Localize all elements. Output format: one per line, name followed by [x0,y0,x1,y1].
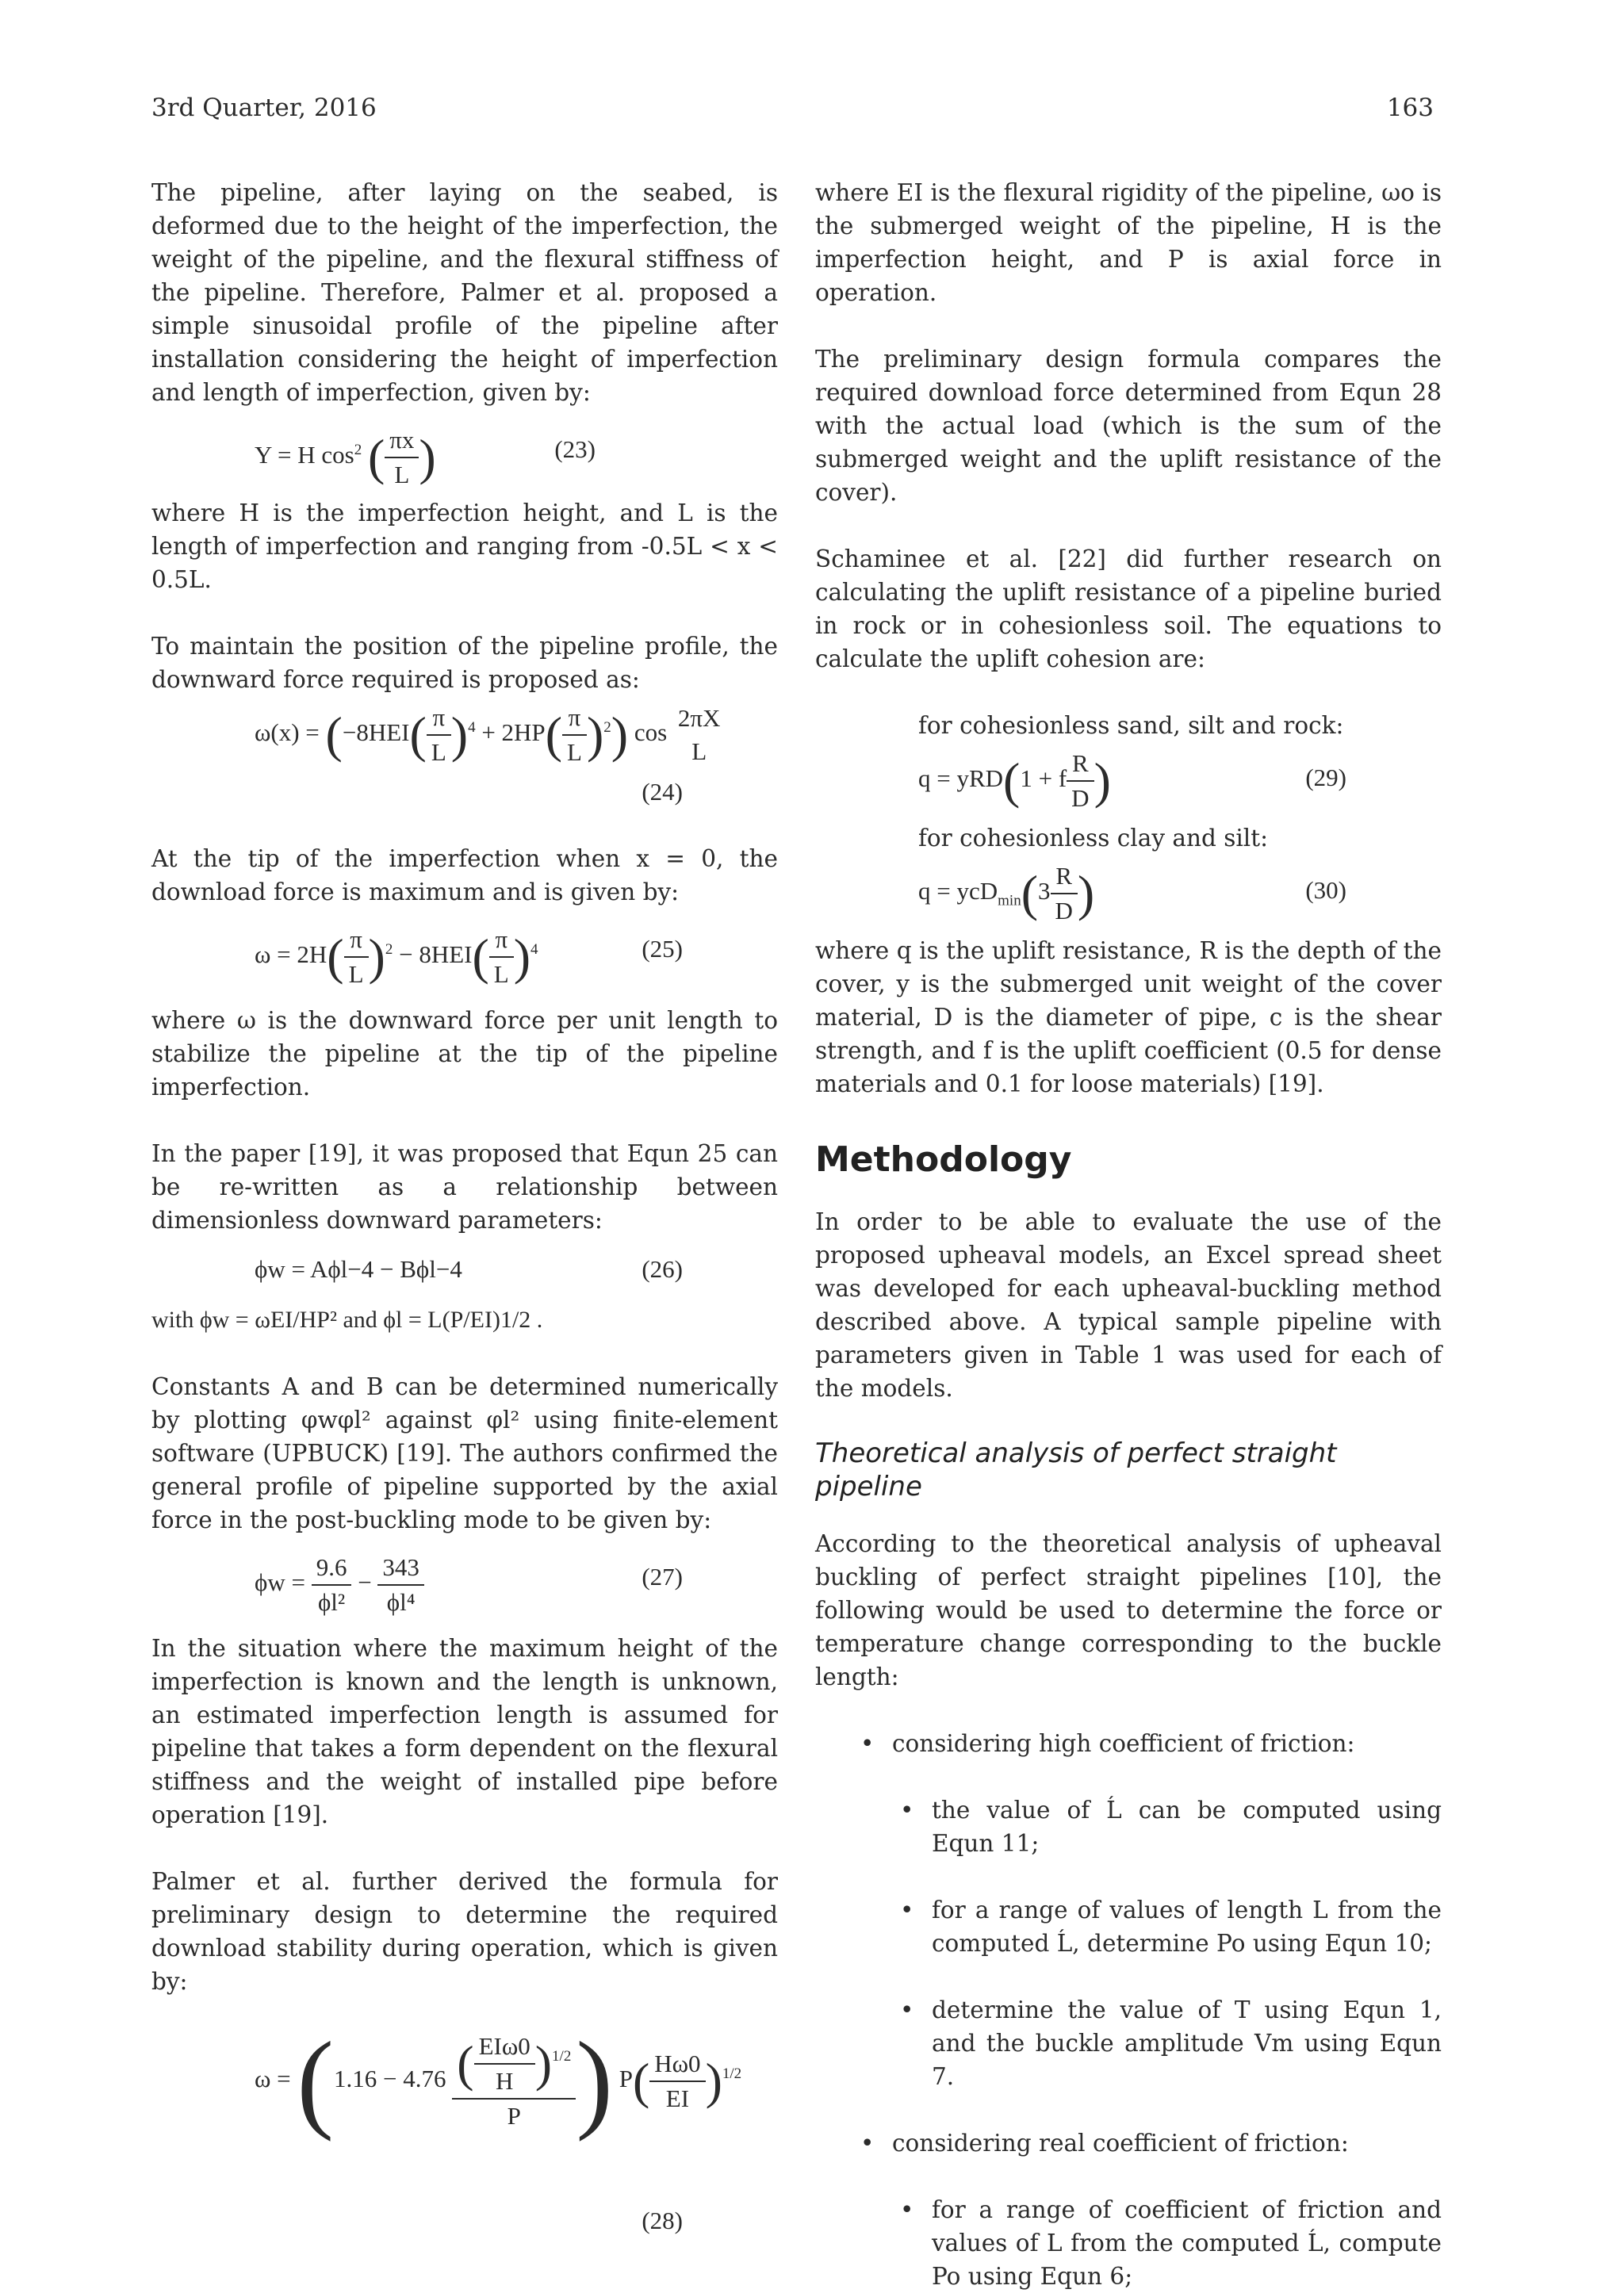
paragraph: where ω is the downward force per unit length to stabilize the pipeline at the tip of the pipeline imperfection. [151,1007,778,1101]
subsection-heading: Theoretical analysis of perfect straight pipeline [815,1437,1337,1503]
paragraph: where q is the uplift resistance, R is the depth of the cover, y is the submerged unit weight of the cover material, D is the diameter of pipe, c is the shear strength, and f is the uplift coefficient (0.5 for dense materials and 0.1 for loose materials) [19]. [815,937,1442,1097]
equation-24: ω(x) = (−8HEI( $\frac{\pi}{L}$ )$^4$ + 2HP( $\frac{\pi}{L}$ )$^2$) cos 2πX L [151,696,778,775]
eq30-inner: 3 [1038,877,1051,905]
eq28-P: P [619,2065,633,2093]
eq25-pi: π [344,923,369,958]
eq28-denominator: P [507,2102,521,2130]
eq25-L: L [493,960,509,988]
page-number: 163 [1386,94,1434,122]
eq26-definitions: with ϕw = ωEI/HP² and ϕl = L(P/EI)1/2 . [151,1307,543,1333]
eq23-number: (23) [554,435,596,463]
eq28-right-numerator: Hω0 [649,2047,705,2082]
eq29-denominator: D [1071,784,1090,812]
equation-30: q = ycD$_{min}$(3 $\frac{R}{D}$ ) (30) [815,855,1442,934]
eq25-number: (25) [642,935,683,963]
eq24-number: (24) [642,778,683,806]
eq23-fraction [385,423,419,492]
eq30-subscript: min [998,892,1021,909]
eq28-right-denominator: EI [665,2084,690,2112]
eq23-power: 2 [354,441,362,458]
paragraph: Constants A and B can be determined numerically by plotting φwφl² against φl² using finite-element software (UPBUCK) [19]. The authors confirmed the general profile of pipeline supported by the axial force in the post-buckling mode to be given by: [151,1373,778,1533]
eq24-pow4: 4 [468,718,476,736]
paragraph: At the tip of the imperfection when x = 0, the download force is maximum and is given by: [151,845,778,905]
equation-25: ω = 2H( $\frac{\pi}{L}$ )$^2$ − 8HEI( $\frac{\pi}{L}$ )$^4$ (25) [151,909,778,1004]
eq28-lhs: ω = [255,2065,291,2093]
right-column [815,176,1442,2293]
eq28-constant: 1.16 − 4.76 [334,2065,446,2093]
list-item: • the value of Ĺ can be computed using Equn 11; [932,1793,1442,1860]
eq27-minus: − [358,1568,372,1597]
running-header: 3rd Quarter, 2016 [151,94,377,122]
equation-29: q = yRD(1 + f $\frac{R}{D}$ ) (29) [815,742,1442,821]
paragraph: In order to be able to evaluate the use of the proposed upheaval models, an Excel spread sheet was developed for each upheaval-buckling method described above. A typical sample pipeline with parameters given in Table 1 was used for each of the models. [815,1208,1442,1402]
paragraph: The pipeline, after laying on the seabed, is deformed due to the height of the imperfection, the weight of the pipeline, and the flexural stiffness of the pipeline. Therefore, Palmer et al. proposed a simple sinusoidal profile of the pipeline after installation considering the height of imperfection and length of imperfection, given by: [151,179,778,406]
list-item: • for a range of values of length L from the computed Ĺ, determine Po using Equn 10; [932,1893,1442,1960]
list-item-text: considering real coefficient of friction: [892,2130,1349,2157]
eq29-number: (29) [1305,764,1346,791]
eq24-pi: π [427,701,451,736]
sub-list [892,1793,1442,2093]
equation-28: ω = (1.16 − 4.76 ( $\frac{\text{EIω0}}{H}$ )$^{1/2}$ P ) P( $\frac{H\omega 0}{EI}$ )$^{1/2}$ [255,2019,742,2142]
list-item [892,1727,1442,2093]
paragraph: where H is the imperfection height, and L is the length of imperfection and ranging from -0.5L < x < 0.5L. [151,500,778,593]
eq30-numerator: R [1051,859,1078,894]
eq24-lhs: ω(x) = [255,718,320,747]
eq30-denominator: D [1055,897,1073,924]
eq23-denominator: L [394,461,410,488]
list-item: • for a range of coefficient of friction and values of L from the computed Ĺ, compute Po using Equn 6; [932,2193,1442,2293]
eq24-pi: π [562,701,587,736]
eq27-number: (27) [642,1563,683,1591]
list-item [892,2126,1442,2293]
paragraph: Palmer et al. further derived the formula for preliminary design to determine the required download stability during operation, which is given by: [151,1868,778,1995]
eq23-lhs: Y = H cos [255,441,354,469]
section-heading: Methodology [815,1139,1072,1180]
eq24-pow2: 2 [603,718,611,736]
eq28-half: 1/2 [722,2065,742,2082]
eq28-number: (28) [642,2207,683,2234]
eq24-cos: cos [634,718,668,747]
eq25-pi: π [489,923,514,958]
eq23-numerator: πx [385,423,419,458]
list-item-text: considering high coefficient of friction: [892,1730,1355,1757]
eq24-L: L [691,737,707,765]
paragraph: According to the theoretical analysis of upheaval buckling of perfect straight pipelines [10], the following would be used to determine the force or temperature change corresponding to the buckle length: [815,1530,1442,1690]
eq25-lhs: ω = 2H [255,940,327,969]
eq27-num2: 343 [377,1551,424,1586]
eq25-L: L [348,960,364,988]
eq26-number: (26) [642,1255,683,1283]
paragraph: The preliminary design formula compares the required download force determined from Equn 28 with the actual load (which is the sum of the submerged weight and the uplift resistance of the cover). [815,346,1442,506]
eq27-lhs: ϕw = [255,1568,305,1597]
list-item: • determine the value of T using Equn 1, and the buckle amplitude Vm using Equn 7. [932,1993,1442,2093]
eq24-L: L [567,738,582,766]
eq25-pow2: 2 [385,940,393,958]
eq24-term2: + 2HP [481,718,546,747]
eq24-cos-numerator: 2πX [677,704,721,732]
sub-list [892,2193,1442,2293]
eq24-term1: −8HEI [342,718,410,747]
paragraph: To maintain the position of the pipeline profile, the downward force required is proposed as: [151,633,778,693]
eq28-inner-numerator: EIω0 [474,2030,535,2065]
equation-26 [151,1237,778,1303]
eq25-pow4: 4 [530,940,538,958]
eq26-expression: ϕw = Aϕl−4 − Bϕl−4 [255,1255,462,1283]
equation-23: Y = H $\cos^2$ ( $\frac{\pi x}{L}$ ) (23) [151,409,778,496]
paragraph: In the situation where the maximum height of the imperfection is known and the length is unknown, an estimated imperfection length is assumed for pipeline that takes a form dependent on the flexural stiffness and the weight of installed pipe before operation [19]. [151,1635,778,1828]
eq25-term2: − 8HEI [399,940,473,969]
eq29-inner: 1 + f [1020,764,1067,793]
eq29-lhs: q = yRD [918,764,1004,793]
cohesionless-clay-label: for cohesionless clay and silt: [918,825,1269,852]
paragraph: where EI is the flexural rigidity of the pipeline, ωo is the submerged weight of the pipeline, H is the imperfection height, and P is axial force in operation. [815,179,1442,306]
eq27-den2: ϕl⁴ [386,1588,416,1616]
procedure-list [815,1727,1442,2293]
eq27-den1: ϕl² [317,1588,346,1616]
eq30-number: (30) [1305,876,1346,904]
left-column [151,176,778,2237]
eq28-half: 1/2 [552,2047,572,2065]
eq30-lhs: q = ycD [918,877,998,905]
eq28-inner-denominator: H [495,2067,514,2095]
paragraph: Schaminee et al. [22] did further research on calculating the uplift resistance of a pipeline buried in rock or in cohesionless soil. The equations to calculate the uplift cohesion are: [815,545,1442,672]
equation-27 [151,1537,778,1632]
eq29-numerator: R [1067,747,1094,782]
eq24-L: L [431,738,446,766]
eq27-num1: 9.6 [312,1551,352,1586]
cohesionless-sand-label: for cohesionless sand, silt and rock: [918,712,1344,739]
paragraph: In the paper [19], it was proposed that Equn 25 can be re-written as a relationship between dimensionless downward parameters: [151,1140,778,1234]
